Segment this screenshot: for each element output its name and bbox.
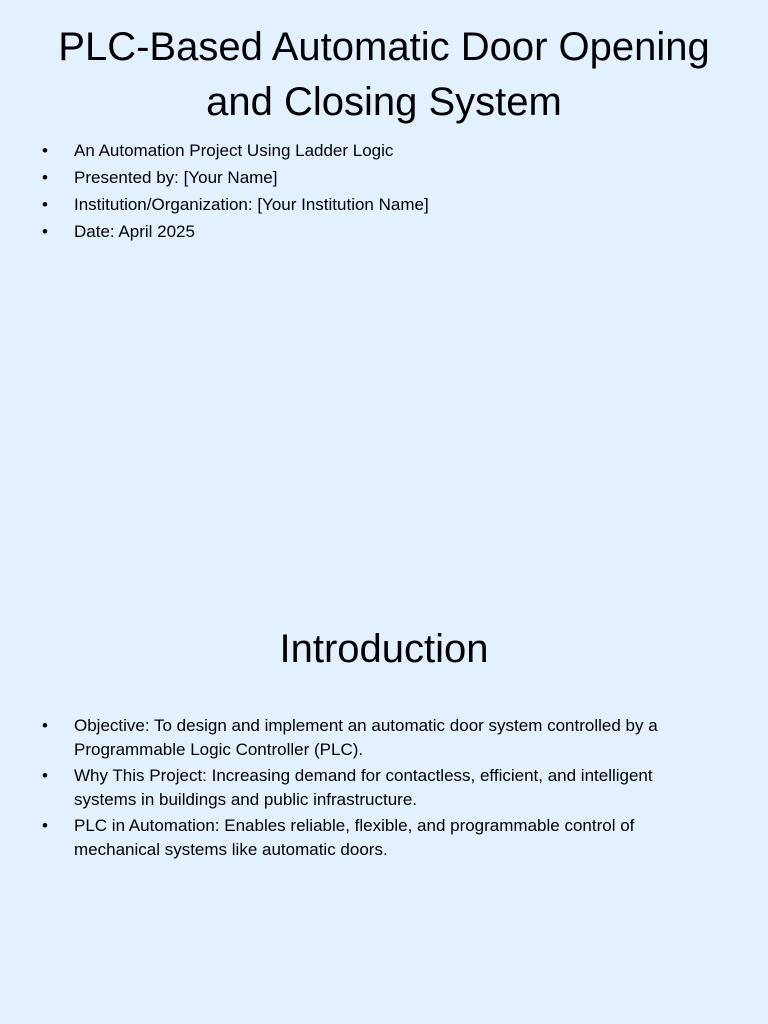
bullet-text: Why This Project: Increasing demand for contactless, efficient, and intelligent systems in buildings and public infrastructure. xyxy=(74,766,653,809)
bullet-item xyxy=(42,220,702,243)
introduction-slide xyxy=(0,576,768,1024)
bullet-icon: • xyxy=(42,222,48,241)
bullet-icon: • xyxy=(42,716,48,735)
bullet-text: PLC in Automation: Enables reliable, flexible, and programmable control of mechanical systems like automatic doors. xyxy=(74,816,635,859)
bullet-text: Presented by: [Your Name] xyxy=(74,168,278,187)
bullet-list xyxy=(42,714,702,864)
bullet-icon: • xyxy=(42,816,48,835)
bullet-text: Institution/Organization: [Your Institution Name] xyxy=(74,195,429,214)
bullet-item xyxy=(42,166,702,189)
bullet-text: Date: April 2025 xyxy=(74,222,195,241)
bullet-icon: • xyxy=(42,141,48,160)
bullet-item xyxy=(42,139,702,162)
bullet-text: Objective: To design and implement an automatic door system controlled by a Programmable Logic Controller (PLC). xyxy=(74,716,658,759)
bullet-item xyxy=(42,814,702,862)
bullet-text: An Automation Project Using Ladder Logic xyxy=(74,141,394,160)
bullet-item xyxy=(42,764,702,812)
slide-title: PLC-Based Automatic Door Opening and Closing System xyxy=(58,25,710,124)
bullet-list xyxy=(42,139,702,247)
bullet-item xyxy=(42,714,702,762)
bullet-icon: • xyxy=(42,766,48,785)
bullet-item xyxy=(42,193,702,216)
slide-title: Introduction xyxy=(279,627,489,671)
bullet-icon: • xyxy=(42,195,48,214)
bullet-icon: • xyxy=(42,168,48,187)
